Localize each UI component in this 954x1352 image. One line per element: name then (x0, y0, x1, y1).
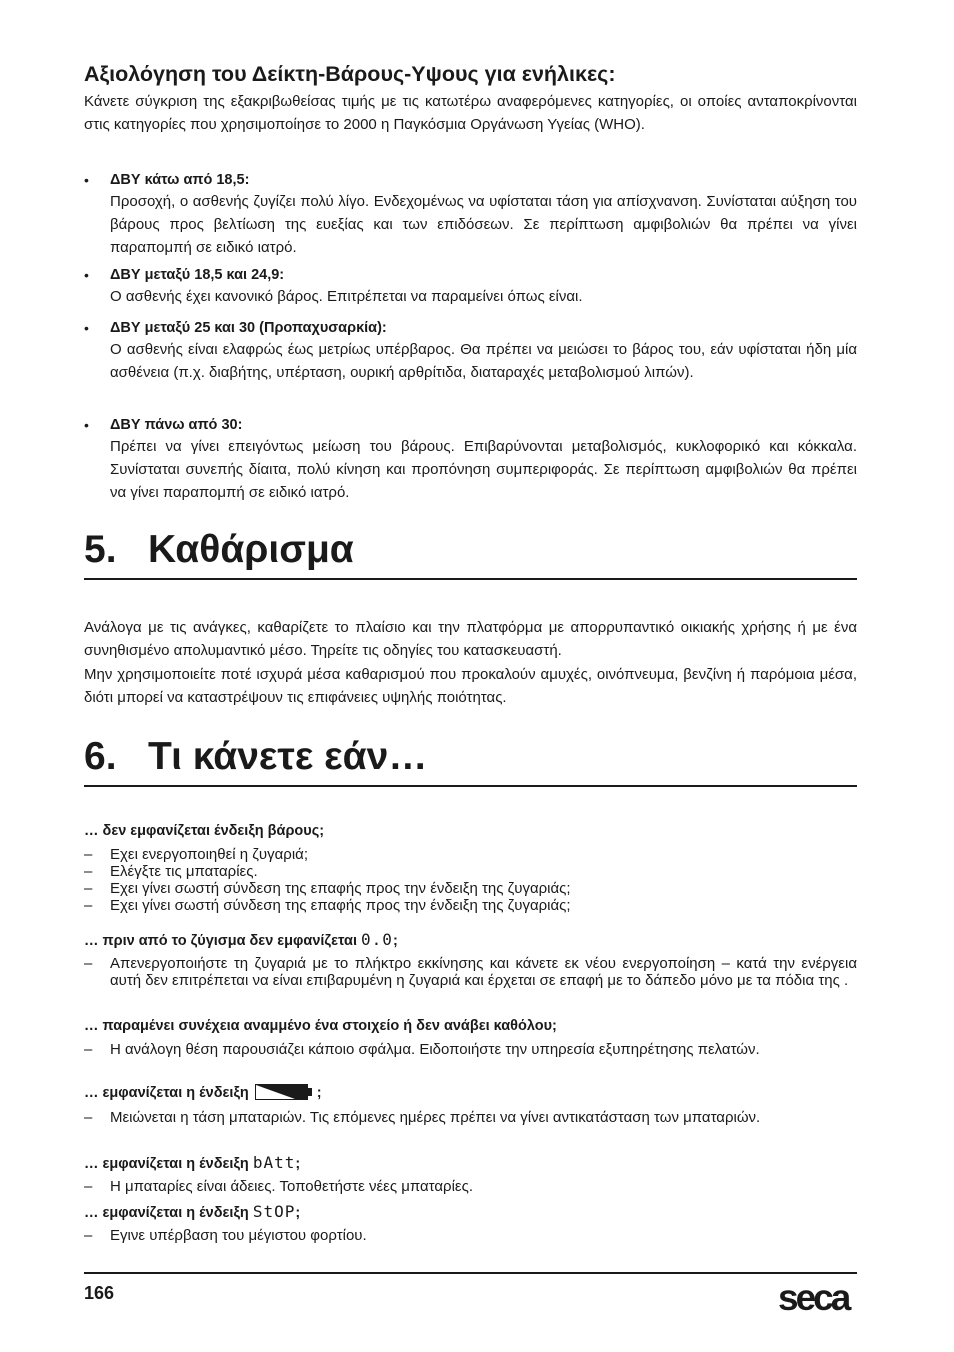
dash-icon: – (84, 846, 93, 863)
dash-icon: – (84, 897, 93, 914)
list-item: – Εχει ενεργοποιηθεί η ζυγαριά; (84, 846, 308, 863)
troubleshoot-q6-title: … εμφανίζεται η ένδειξη StOP; (84, 1202, 301, 1221)
list-item: – Απενεργοποιήστε τη ζυγαριά με το πλήκτρο εκκίνησης και κάνετε εκ νέου ενεργοποίηση – κατά την ενέργεια αυτή δεν επιτρέπεται να είναι επιβαρυμένη η ζυγαριά και έρχεται σε επαφή με το δάπεδο μόνο με τα πόδια της . (84, 955, 857, 989)
chapter-5-heading (84, 528, 857, 580)
bmi-item-title: ΔΒΥ μεταξύ 18,5 και 24,9: (110, 267, 285, 283)
chapter-title: Καθάρισμα (148, 528, 354, 571)
bmi-item-over-30 (84, 415, 857, 504)
bmi-item-18-5-to-24-9 (84, 265, 857, 308)
troubleshoot-q2-title: … πριν από το ζύγισμα δεν εμφανίζεται 0.0; (84, 930, 398, 949)
bullet-icon: • (84, 172, 89, 188)
dash-icon: – (84, 1178, 93, 1195)
list-item: – Η μπαταρίες είναι άδειες. Τοποθετήστε νέες μπαταρίες. (84, 1178, 474, 1195)
seca-logo: seca (778, 1277, 849, 1318)
bmi-intro: Κάνετε σύγκριση της εξακριβωθείσας τιμής με τις κατωτέρω αναφερόμενες κατηγορίες, οι οποίες ανταποκρίνονται στις κατηγορίες που χρησιμοποίησε το 2000 η Παγκόσμια Οργάνωση Υγείας (WHO). (84, 93, 857, 133)
battery-low-icon (255, 1084, 313, 1106)
list-item: – Ελέγξτε τις μπαταρίες. (84, 863, 258, 880)
troubleshoot-q5-list (84, 1178, 857, 1195)
troubleshoot-q6-list (84, 1227, 857, 1244)
bullet-icon: • (84, 320, 89, 336)
bullet-icon: • (84, 417, 89, 433)
bmi-heading: Αξιολόγηση του Δείκτη-Βάρους-Υψους για ενήλικες: (84, 62, 616, 86)
bmi-item-body: Προσοχή, ο ασθενής ζυγίζει πολύ λίγο. Ενδεχομένως να υφίσταται τάση για απίσχνανση. Συνίσταται αύξηση του βάρους προς βελτίωση της ευεξίας και των επιδόσεων. Σε περίπτωση αμφιβολιών θα πρέπει να γίνει παραπομπή σε ειδικό ιατρό. (110, 193, 857, 256)
troubleshoot-q3-list (84, 1041, 857, 1058)
troubleshoot-q1-title: … δεν εμφανίζεται ένδειξη βάρους; (84, 823, 325, 839)
segment-display-text: bAtt (252, 1153, 296, 1172)
bmi-item-body: Ο ασθενής έχει κανονικό βάρος. Επιτρέπεται να παραμείνει όπως είναι. (110, 288, 583, 305)
bullet-icon: • (84, 267, 89, 283)
list-item: – Εχει γίνει σωστή σύνδεση της επαφής προς την ένδειξη της ζυγαριάς; (84, 897, 571, 914)
troubleshoot-q2-list (84, 955, 857, 989)
bmi-item-25-to-30 (84, 318, 857, 384)
bmi-item-body: Ο ασθενής είναι ελαφρώς έως μετρίως υπέρβαρος. Θα πρέπει να μειώσει το βάρος του, εάν υφίσταται ήδη μία ασθένεια (π.χ. διαβήτης, υπέρταση, ουρική αρθρίτιδα, διαταραχές μεταβολισμού λιπών). (110, 341, 857, 381)
bmi-item-under-18-5 (84, 170, 857, 259)
troubleshoot-q4-title: … εμφανίζεται η ένδειξη ; (84, 1084, 857, 1106)
chapter-number: 6. (84, 735, 117, 778)
dash-icon: – (84, 863, 93, 880)
dash-icon: – (84, 880, 93, 897)
list-item: – Εχει γίνει σωστή σύνδεση της επαφής προς την ένδειξη της ζυγαριάς; (84, 880, 571, 897)
chapter-title: Τι κάνετε εάν… (148, 735, 428, 778)
dash-icon: – (84, 1109, 93, 1126)
troubleshoot-q4-list (84, 1109, 857, 1126)
segment-display-text: StOP (252, 1202, 296, 1221)
bmi-item-title: ΔΒΥ κάτω από 18,5: (110, 172, 250, 188)
chapter-6-heading (84, 735, 857, 787)
troubleshoot-q5-title: … εμφανίζεται η ένδειξη bAtt; (84, 1153, 301, 1172)
page-number: 166 (84, 1283, 115, 1303)
list-item: – Μειώνεται η τάση μπαταριών. Τις επόμενες ημέρες πρέπει να γίνει αντικατάσταση των μπαταριών. (84, 1109, 761, 1126)
footer-divider (84, 1272, 857, 1274)
chapter-number: 5. (84, 528, 117, 571)
cleaning-paragraph-2: Μην χρησιμοποιείτε ποτέ ισχυρά μέσα καθαρισμού που προκαλούν αμυχές, οινόπνευμα, βενζίνη ή παρόμοια μέσα, διότι μπορεί να καταστρέψουν τις επιφάνειες υψηλής ποιότητας. (84, 666, 857, 706)
list-item: – Η ανάλογη θέση παρουσιάζει κάποιο σφάλμα. Ειδοποιήστε την υπηρεσία εξυπηρέτησης πελατών. (84, 1041, 760, 1058)
troubleshoot-q3-title: … παραμένει συνέχεια αναμμένο ένα στοιχείο ή δεν ανάβει καθόλου; (84, 1018, 557, 1034)
bmi-item-title: ΔΒΥ πάνω από 30: (110, 417, 243, 433)
bmi-item-title: ΔΒΥ μεταξύ 25 και 30 (Προπαχυσαρκία): (110, 320, 387, 336)
dash-icon: – (84, 1041, 93, 1058)
segment-display-text: 0.0 (361, 930, 393, 949)
bmi-item-body: Πρέπει να γίνει επειγόντως μείωση του βάρους. Επιβαρύνονται μεταβολισμός, κυκλοφορικό και κόκκαλα. Συνίσταται συνεπής δίαιτα, πολύ κίνηση και προπόνηση συμπεριφοράς. Σε περίπτωση αμφιβολιών θα πρέπει να γίνει παραπομπή σε ειδικό ιατρό. (110, 438, 857, 501)
troubleshoot-q1-list (84, 846, 857, 914)
dash-icon: – (84, 955, 93, 972)
cleaning-paragraph-1: Ανάλογα με τις ανάγκες, καθαρίζετε το πλαίσιο και την πλατφόρμα με απορρυπαντικό οικιακής χρήσης ή με ένα συνηθισμένο απολυμαντικό μέσο. Τηρείτε τις οδηγίες του κατασκευαστή. (84, 619, 857, 659)
dash-icon: – (84, 1227, 93, 1244)
list-item: – Εγινε υπέρβαση του μέγιστου φορτίου. (84, 1227, 367, 1244)
